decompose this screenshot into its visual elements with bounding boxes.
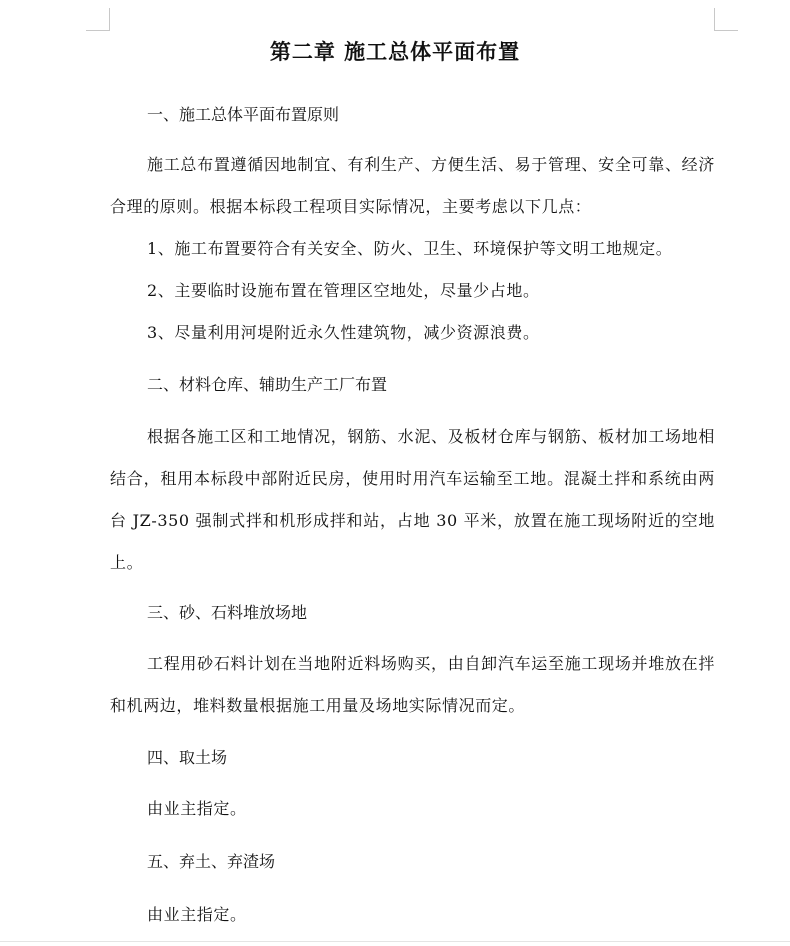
section-5-body: 由业主指定。: [147, 905, 247, 924]
margin-corner-top-right: [714, 8, 738, 31]
margin-corner-top-left: [86, 8, 110, 31]
section-heading-4: 四、取土场: [147, 748, 228, 767]
section-heading-1: 一、施工总体平面布置原则: [147, 105, 340, 124]
section-3-body: 工程用砂石料计划在当地附近料场购买，由自卸汽车运至施工现场并堆放在拌和机两边，堆料数量根据施工用量及场地实际情况而定。: [110, 654, 715, 715]
section-heading-5: 五、弃土、弃渣场: [147, 852, 276, 871]
section-1-intro: 施工总布置遵循因地制宜、有利生产、方便生活、易于管理、安全可靠、经济合理的原则。根据本标段工程项目实际情况，主要考虑以下几点：: [110, 155, 715, 216]
section-heading-2: 二、材料仓库、辅助生产工厂布置: [147, 375, 388, 394]
page-bottom-edge: [0, 941, 790, 942]
section-1-point-2: 2、主要临时设施布置在管理区空地处，尽量少占地。: [147, 281, 540, 300]
section-2-body: 根据各施工区和工地情况，钢筋、水泥、及板材仓库与钢筋、板材加工场地相结合，租用本标段中部附近民房，使用时用汽车运输至工地。混凝土拌和系统由两台 JZ-350 强制式拌和机形成拌和站，占地 30 平米，放置在施工现场附近的空地上。: [110, 427, 715, 572]
section-1-point-1: 1、施工布置要符合有关安全、防火、卫生、环境保护等文明工地规定。: [147, 239, 673, 258]
section-heading-3: 三、砂、石料堆放场地: [147, 603, 308, 622]
section-4-body: 由业主指定。: [147, 799, 247, 818]
chapter-title: 第二章 施工总体平面布置: [269, 40, 521, 64]
section-1-point-3: 3、尽量利用河堤附近永久性建筑物，减少资源浪费。: [147, 323, 540, 342]
